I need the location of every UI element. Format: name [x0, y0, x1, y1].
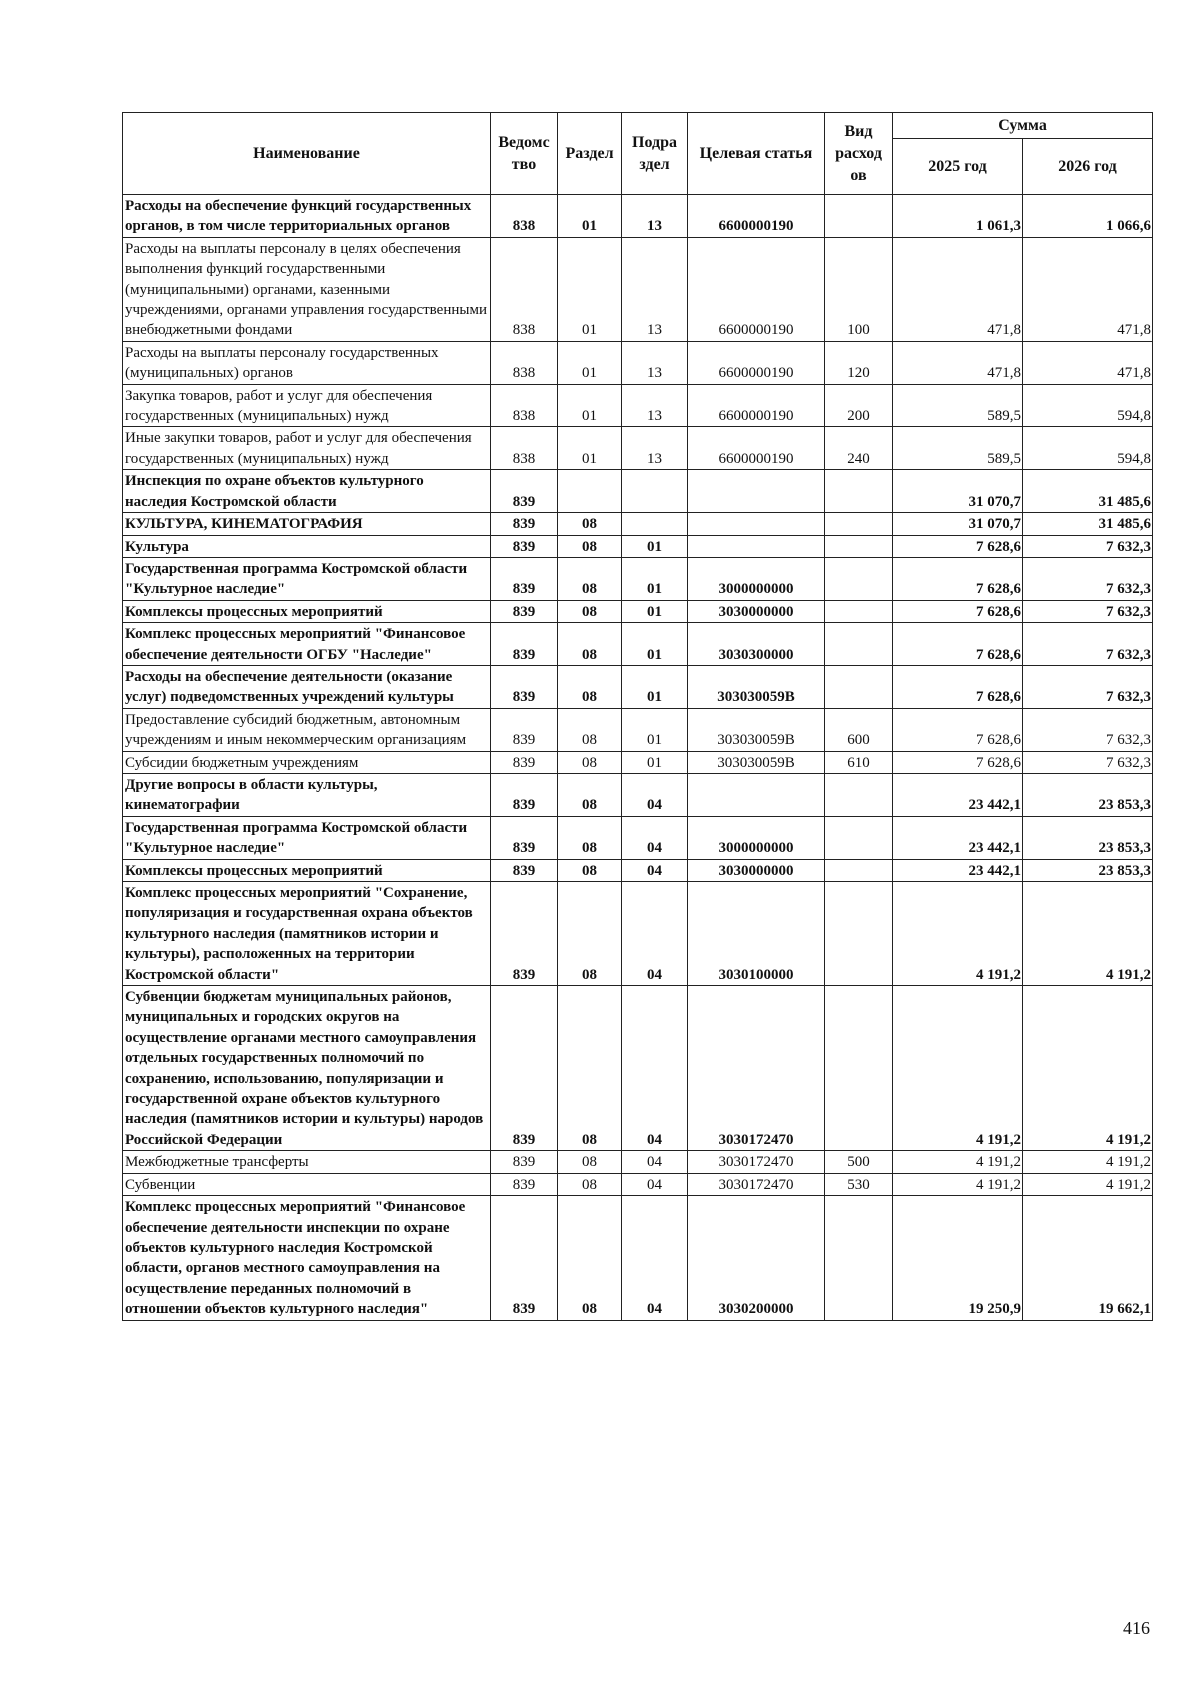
row-sum-2025: 19 250,9	[893, 1196, 1023, 1320]
row-sum-2026: 4 191,2	[1023, 1173, 1153, 1195]
row-target: 3030000000	[688, 859, 825, 881]
row-sum-2025: 7 628,6	[893, 557, 1023, 600]
table-row	[123, 708, 1153, 751]
row-name: Межбюджетные трансферты	[123, 1151, 491, 1173]
row-section: 08	[558, 557, 622, 600]
row-sum-2026: 471,8	[1023, 341, 1153, 384]
row-section: 08	[558, 859, 622, 881]
row-subsection: 13	[622, 384, 688, 427]
header-name: Наименование	[123, 113, 491, 195]
row-subsection: 13	[622, 195, 688, 238]
header-sum: Сумма	[893, 113, 1153, 139]
row-section: 01	[558, 237, 622, 341]
row-sum-2026: 4 191,2	[1023, 882, 1153, 986]
row-name: Субсидии бюджетным учреждениям	[123, 751, 491, 773]
row-subsection: 13	[622, 427, 688, 470]
row-ministry: 839	[491, 1196, 558, 1320]
row-section: 08	[558, 665, 622, 708]
row-expense-type	[825, 986, 893, 1151]
row-name: Инспекция по охране объектов культурного наследия Костромской области	[123, 470, 491, 513]
row-section: 08	[558, 1151, 622, 1173]
row-expense-type	[825, 1196, 893, 1320]
row-sum-2025: 4 191,2	[893, 1151, 1023, 1173]
row-name: Предоставление субсидий бюджетным, автономным учреждениям и иным некоммерческим организациям	[123, 708, 491, 751]
row-expense-type	[825, 535, 893, 557]
row-subsection	[622, 470, 688, 513]
row-target: 3030172470	[688, 1151, 825, 1173]
row-name: Государственная программа Костромской области "Культурное наследие"	[123, 816, 491, 859]
row-section: 01	[558, 427, 622, 470]
row-sum-2025: 471,8	[893, 341, 1023, 384]
page-number: 416	[1123, 1618, 1150, 1638]
row-sum-2026: 1 066,6	[1023, 195, 1153, 238]
row-expense-type	[825, 859, 893, 881]
row-sum-2026: 7 632,3	[1023, 623, 1153, 666]
header-ministry: Ведомс тво	[491, 113, 558, 195]
row-ministry: 838	[491, 195, 558, 238]
table-row	[123, 535, 1153, 557]
row-ministry: 839	[491, 535, 558, 557]
row-subsection: 01	[622, 535, 688, 557]
row-section: 01	[558, 341, 622, 384]
row-sum-2025: 589,5	[893, 384, 1023, 427]
row-target: 3030100000	[688, 882, 825, 986]
row-subsection: 13	[622, 237, 688, 341]
row-ministry: 838	[491, 384, 558, 427]
row-expense-type: 500	[825, 1151, 893, 1173]
row-sum-2026: 7 632,3	[1023, 535, 1153, 557]
row-expense-type: 200	[825, 384, 893, 427]
row-expense-type	[825, 513, 893, 535]
row-name: Комплекс процессных мероприятий "Финансовое обеспечение деятельности ОГБУ "Наследие"	[123, 623, 491, 666]
row-name: Закупка товаров, работ и услуг для обеспечения государственных (муниципальных) нужд	[123, 384, 491, 427]
row-ministry: 839	[491, 623, 558, 666]
row-section: 01	[558, 384, 622, 427]
row-expense-type	[825, 816, 893, 859]
table-row	[123, 1173, 1153, 1195]
row-expense-type: 120	[825, 341, 893, 384]
row-subsection: 13	[622, 341, 688, 384]
row-name: КУЛЬТУРА, КИНЕМАТОГРАФИЯ	[123, 513, 491, 535]
header-section: Раздел	[558, 113, 622, 195]
row-sum-2025: 7 628,6	[893, 623, 1023, 666]
row-sum-2026: 7 632,3	[1023, 600, 1153, 622]
row-ministry: 839	[491, 557, 558, 600]
row-subsection: 04	[622, 1173, 688, 1195]
row-subsection: 04	[622, 986, 688, 1151]
row-target: 3000000000	[688, 816, 825, 859]
row-section: 08	[558, 513, 622, 535]
row-section: 08	[558, 882, 622, 986]
row-sum-2026: 31 485,6	[1023, 513, 1153, 535]
row-ministry: 839	[491, 665, 558, 708]
row-section: 08	[558, 623, 622, 666]
table-row	[123, 237, 1153, 341]
row-subsection	[622, 513, 688, 535]
row-sum-2026: 594,8	[1023, 384, 1153, 427]
row-section: 08	[558, 708, 622, 751]
row-subsection: 04	[622, 859, 688, 881]
row-target: 3030200000	[688, 1196, 825, 1320]
row-sum-2025: 23 442,1	[893, 816, 1023, 859]
table-row	[123, 773, 1153, 816]
row-sum-2025: 471,8	[893, 237, 1023, 341]
row-target: 6600000190	[688, 195, 825, 238]
header-year-2025: 2025 год	[893, 139, 1023, 195]
row-sum-2025: 4 191,2	[893, 1173, 1023, 1195]
table-row	[123, 1196, 1153, 1320]
table-header	[123, 113, 1153, 195]
row-sum-2026: 23 853,3	[1023, 859, 1153, 881]
row-target: 303030059В	[688, 665, 825, 708]
budget-table	[122, 112, 1153, 1321]
table-row	[123, 557, 1153, 600]
row-name: Комплекс процессных мероприятий "Сохранение, популяризация и государственная охрана объектов культурного наследия (памятников истории и культуры), расположенных на территории Костромской области"	[123, 882, 491, 986]
row-expense-type	[825, 882, 893, 986]
row-name: Другие вопросы в области культуры, кинематографии	[123, 773, 491, 816]
row-section: 08	[558, 751, 622, 773]
row-target: 3030172470	[688, 1173, 825, 1195]
row-target: 6600000190	[688, 384, 825, 427]
row-sum-2025: 31 070,7	[893, 513, 1023, 535]
header-expense-type: Вид расход ов	[825, 113, 893, 195]
row-subsection: 01	[622, 557, 688, 600]
row-sum-2025: 7 628,6	[893, 600, 1023, 622]
row-expense-type	[825, 773, 893, 816]
row-subsection: 04	[622, 1196, 688, 1320]
row-target	[688, 535, 825, 557]
table-row	[123, 665, 1153, 708]
table-row	[123, 882, 1153, 986]
table-row	[123, 600, 1153, 622]
row-name: Иные закупки товаров, работ и услуг для обеспечения государственных (муниципальных) нужд	[123, 427, 491, 470]
row-subsection: 01	[622, 751, 688, 773]
row-target	[688, 513, 825, 535]
row-subsection: 01	[622, 665, 688, 708]
row-ministry: 839	[491, 708, 558, 751]
table-row	[123, 427, 1153, 470]
header-subsection: Подра здел	[622, 113, 688, 195]
row-sum-2025: 31 070,7	[893, 470, 1023, 513]
header-year-2026: 2026 год	[1023, 139, 1153, 195]
table-row	[123, 513, 1153, 535]
row-name: Расходы на обеспечение деятельности (оказание услуг) подведомственных учреждений культуры	[123, 665, 491, 708]
row-target: 303030059В	[688, 708, 825, 751]
budget-table-container	[122, 112, 1152, 1321]
row-target: 3030300000	[688, 623, 825, 666]
row-target: 303030059В	[688, 751, 825, 773]
row-expense-type	[825, 195, 893, 238]
row-name: Комплексы процессных мероприятий	[123, 600, 491, 622]
row-sum-2026: 23 853,3	[1023, 773, 1153, 816]
table-row	[123, 859, 1153, 881]
row-expense-type	[825, 600, 893, 622]
row-target: 3030172470	[688, 986, 825, 1151]
row-sum-2025: 23 442,1	[893, 773, 1023, 816]
row-ministry: 839	[491, 751, 558, 773]
row-sum-2025: 7 628,6	[893, 708, 1023, 751]
row-ministry: 839	[491, 816, 558, 859]
table-row	[123, 195, 1153, 238]
row-ministry: 838	[491, 341, 558, 384]
row-sum-2025: 23 442,1	[893, 859, 1023, 881]
row-name: Расходы на обеспечение функций государственных органов, в том числе территориальных органов	[123, 195, 491, 238]
row-target: 6600000190	[688, 427, 825, 470]
row-target: 6600000190	[688, 341, 825, 384]
row-subsection: 01	[622, 600, 688, 622]
table-row	[123, 384, 1153, 427]
row-name: Комплексы процессных мероприятий	[123, 859, 491, 881]
row-sum-2026: 7 632,3	[1023, 708, 1153, 751]
row-section: 08	[558, 1173, 622, 1195]
row-target: 3030000000	[688, 600, 825, 622]
row-section: 08	[558, 535, 622, 557]
row-ministry: 839	[491, 986, 558, 1151]
row-subsection: 04	[622, 882, 688, 986]
row-name: Субвенции бюджетам муниципальных районов, муниципальных и городских округов на осуществление органами местного самоуправления отдельных государственных полномочий по сохранению, использованию, популяризации и государственной охране объектов культурного наследия (памятников истории и культуры) народов Российской Федерации	[123, 986, 491, 1151]
row-sum-2026: 4 191,2	[1023, 1151, 1153, 1173]
row-name: Государственная программа Костромской области "Культурное наследие"	[123, 557, 491, 600]
row-expense-type	[825, 623, 893, 666]
row-sum-2026: 23 853,3	[1023, 816, 1153, 859]
row-expense-type: 530	[825, 1173, 893, 1195]
row-name: Культура	[123, 535, 491, 557]
row-ministry: 839	[491, 882, 558, 986]
row-name: Субвенции	[123, 1173, 491, 1195]
row-subsection: 01	[622, 623, 688, 666]
row-name: Комплекс процессных мероприятий "Финансовое обеспечение деятельности инспекции по охране объектов культурного наследия Костромской области, органов местного самоуправления на осуществление переданных полномочий в отношении объектов культурного наследия"	[123, 1196, 491, 1320]
row-sum-2026: 471,8	[1023, 237, 1153, 341]
row-sum-2026: 7 632,3	[1023, 665, 1153, 708]
row-section	[558, 470, 622, 513]
row-sum-2025: 4 191,2	[893, 882, 1023, 986]
row-target	[688, 470, 825, 513]
table-row	[123, 751, 1153, 773]
row-sum-2025: 589,5	[893, 427, 1023, 470]
row-section: 01	[558, 195, 622, 238]
row-sum-2025: 1 061,3	[893, 195, 1023, 238]
row-expense-type: 240	[825, 427, 893, 470]
row-sum-2025: 4 191,2	[893, 986, 1023, 1151]
row-target	[688, 773, 825, 816]
row-ministry: 839	[491, 513, 558, 535]
row-section: 08	[558, 1196, 622, 1320]
row-subsection: 04	[622, 1151, 688, 1173]
row-section: 08	[558, 816, 622, 859]
row-name: Расходы на выплаты персоналу государственных (муниципальных) органов	[123, 341, 491, 384]
row-sum-2026: 31 485,6	[1023, 470, 1153, 513]
row-target: 3000000000	[688, 557, 825, 600]
row-expense-type: 100	[825, 237, 893, 341]
row-expense-type	[825, 470, 893, 513]
table-row	[123, 986, 1153, 1151]
row-target: 6600000190	[688, 237, 825, 341]
table-row	[123, 623, 1153, 666]
header-target: Целевая статья	[688, 113, 825, 195]
row-sum-2026: 4 191,2	[1023, 986, 1153, 1151]
row-ministry: 839	[491, 600, 558, 622]
row-expense-type: 600	[825, 708, 893, 751]
row-ministry: 839	[491, 1173, 558, 1195]
row-expense-type: 610	[825, 751, 893, 773]
row-subsection: 04	[622, 773, 688, 816]
row-section: 08	[558, 600, 622, 622]
row-section: 08	[558, 986, 622, 1151]
row-sum-2026: 19 662,1	[1023, 1196, 1153, 1320]
row-ministry: 839	[491, 470, 558, 513]
table-row	[123, 816, 1153, 859]
row-ministry: 839	[491, 1151, 558, 1173]
table-body	[123, 195, 1153, 1321]
row-ministry: 838	[491, 427, 558, 470]
row-sum-2026: 7 632,3	[1023, 751, 1153, 773]
table-row	[123, 1151, 1153, 1173]
row-ministry: 839	[491, 859, 558, 881]
row-subsection: 01	[622, 708, 688, 751]
row-sum-2025: 7 628,6	[893, 665, 1023, 708]
row-sum-2026: 594,8	[1023, 427, 1153, 470]
row-ministry: 839	[491, 773, 558, 816]
row-expense-type	[825, 557, 893, 600]
table-row	[123, 470, 1153, 513]
row-name: Расходы на выплаты персоналу в целях обеспечения выполнения функций государственными (муниципальными) органами, казенными учреждениями, органами управления государственными внебюджетными фондами	[123, 237, 491, 341]
row-ministry: 838	[491, 237, 558, 341]
row-expense-type	[825, 665, 893, 708]
row-sum-2026: 7 632,3	[1023, 557, 1153, 600]
row-section: 08	[558, 773, 622, 816]
row-sum-2025: 7 628,6	[893, 535, 1023, 557]
row-subsection: 04	[622, 816, 688, 859]
table-row	[123, 341, 1153, 384]
row-sum-2025: 7 628,6	[893, 751, 1023, 773]
